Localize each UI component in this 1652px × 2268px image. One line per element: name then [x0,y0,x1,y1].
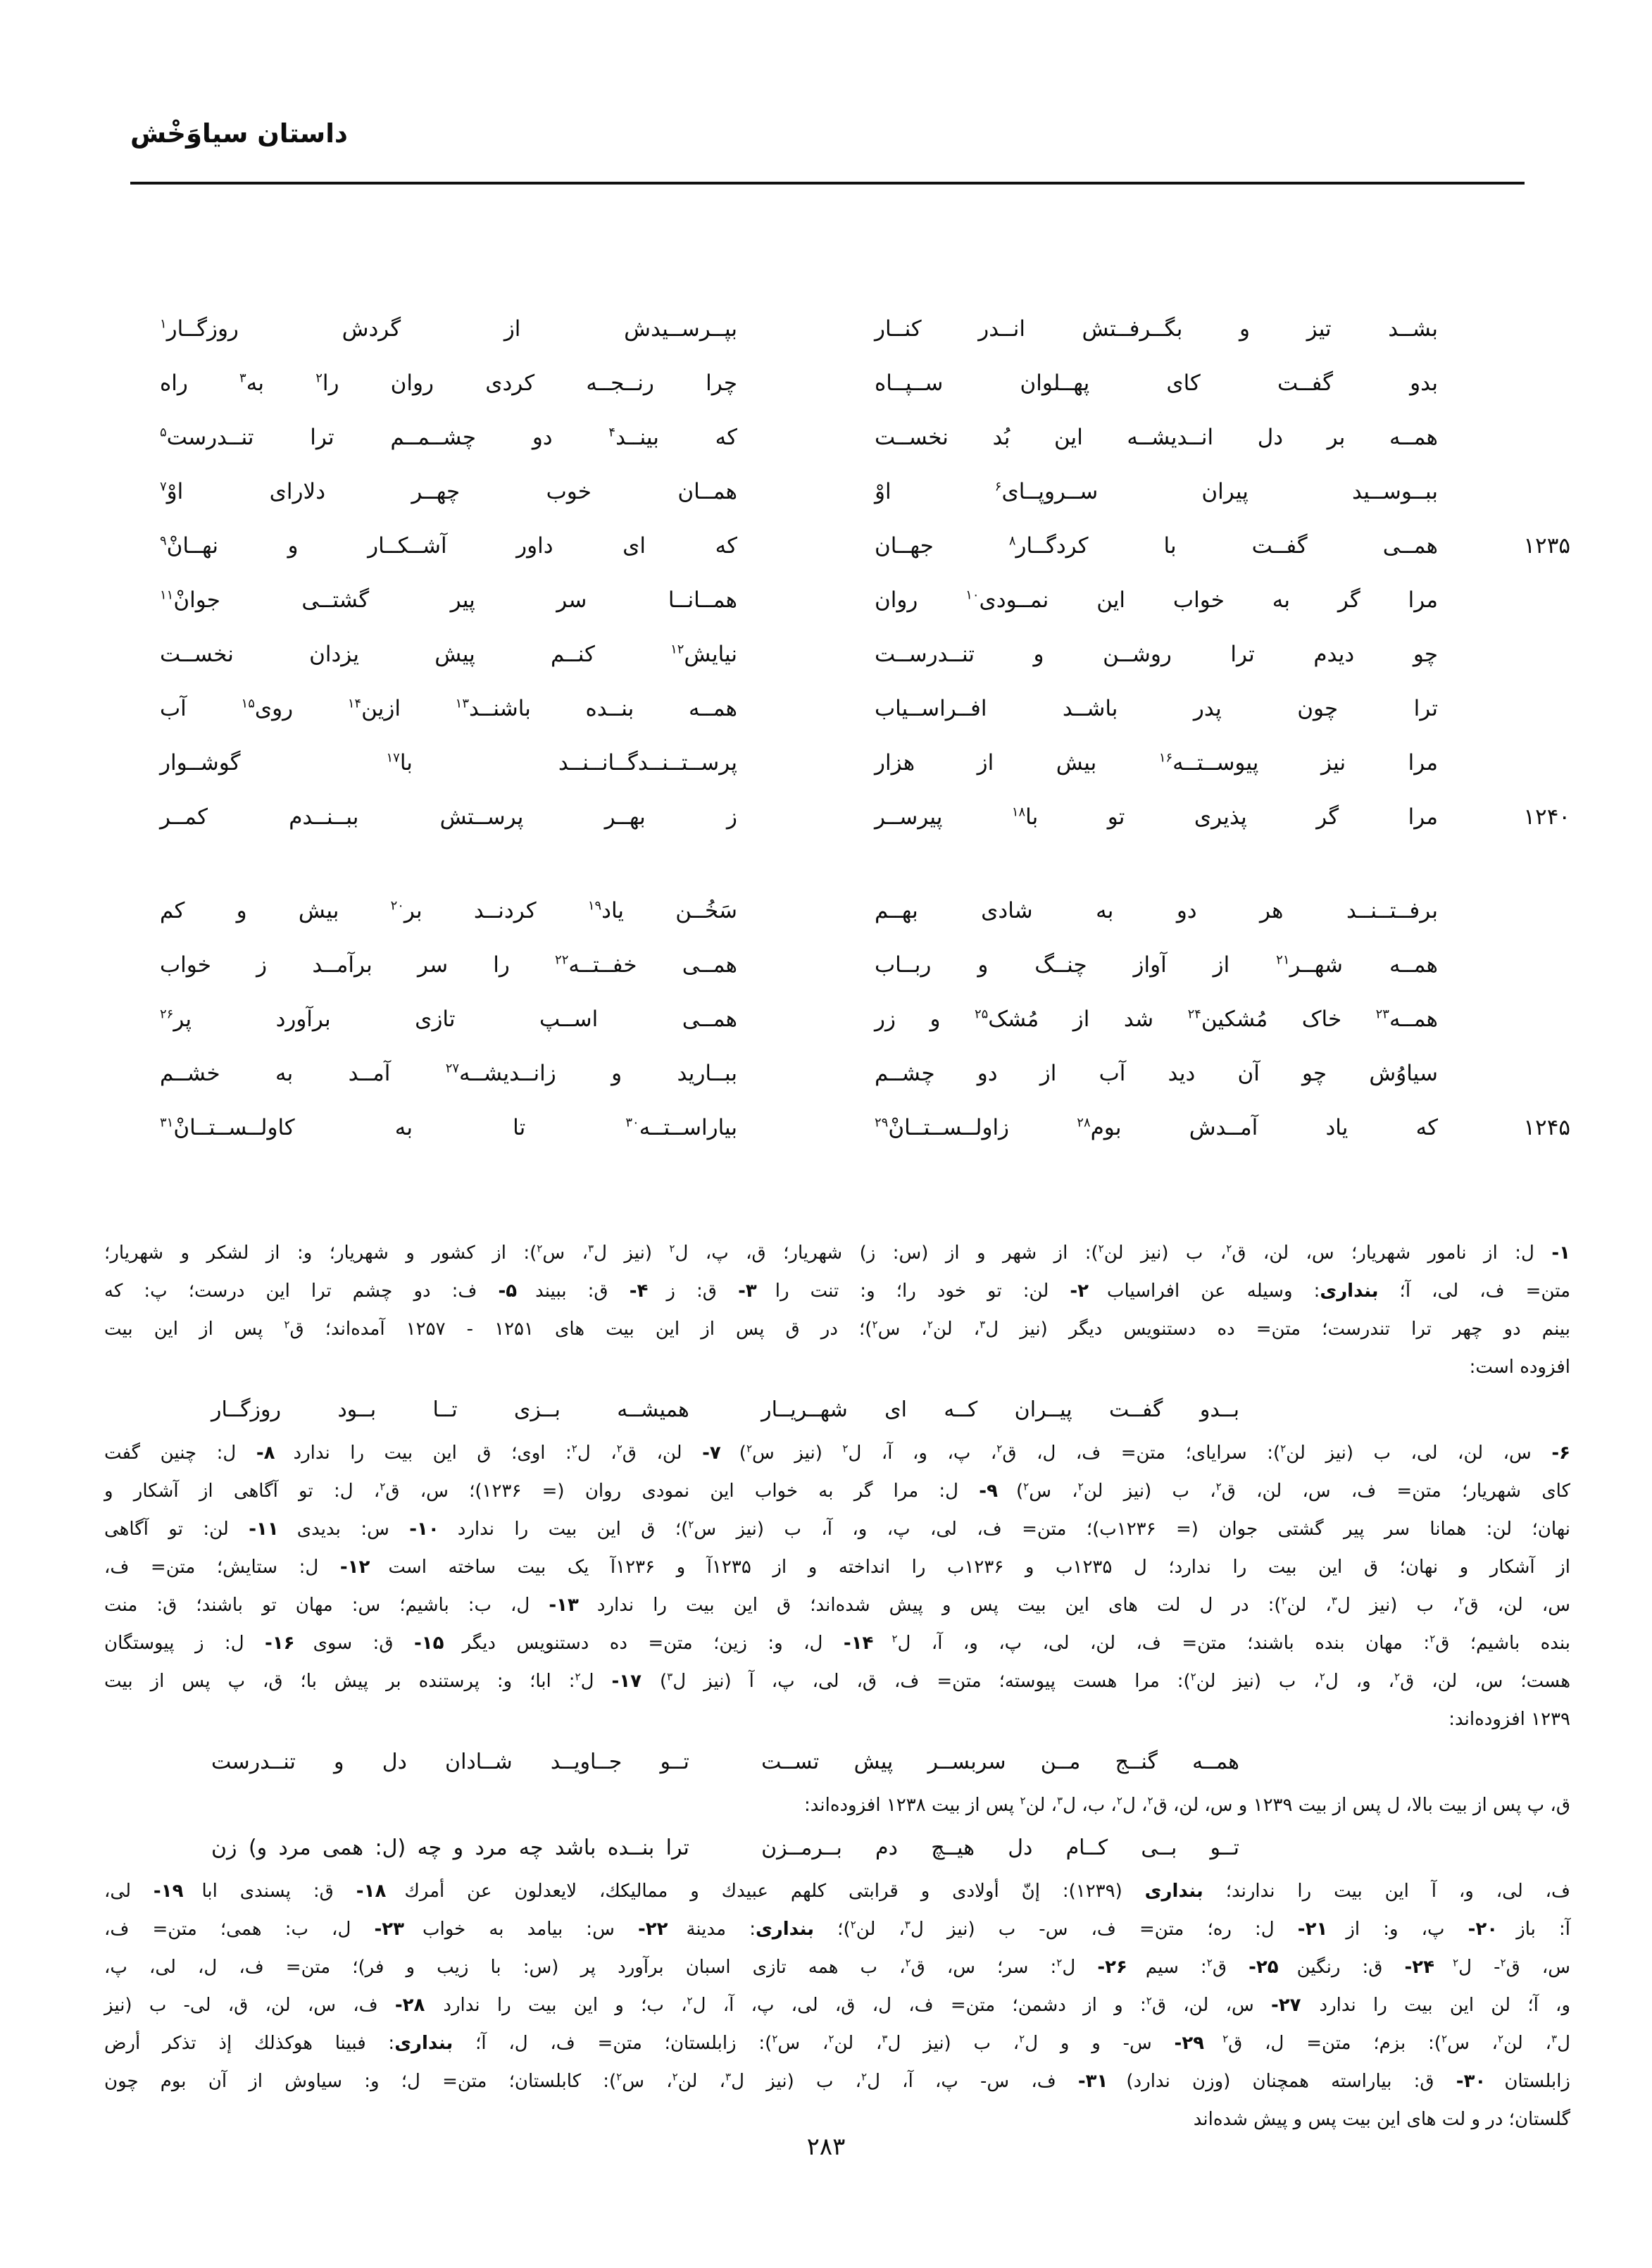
hemistich-right: همــی گفــت با کردگــار$^۸$ جهــان [875,532,1438,559]
verse-number: ۱۲۳۵ [1523,532,1570,559]
couplet [106,681,1570,735]
hemistich-right: مرا گر به خواب این نمــودی$^{۱۰}$ روان [875,587,1438,613]
hemistich-right: برفــتــنــد هر دو به شادی بهــم [875,897,1438,923]
hemistich-left: همــان خوب چهــر دلارای اوْ$^۷$ [160,478,737,504]
apparatus-line: نهان؛ لن: همانا سر پیر گشتی جوان (= ۱۲۳۶ب)؛ متن= ف، لی، پ، و، آ، ب (نیز س$^۲$)؛ ق این بیت را ندارد ۱۰- س: بدیدی ۱۱- لن: تو آگاهی [104,1518,1570,1540]
hemistich-right: همــه بر دل انــدیشــه این بُد نخســت [875,424,1438,450]
quoted-hemistich-right: همــه گنــج مــن سربســر پیش تســت [761,1750,1239,1774]
apparatus-quoted-verse [211,1828,1239,1868]
critical-apparatus [104,1234,1570,2138]
hemistich-right: مرا گر پذیری تو با$^{۱۸}$ پیرســر [875,804,1438,830]
hemistich-left: همــانــا سر پیر گشتــی جوانْ$^{۱۱}$ [160,587,737,613]
apparatus-quoted-verse [211,1743,1239,1782]
couplet [106,518,1570,573]
couplet [106,627,1570,681]
couplet [106,992,1570,1046]
verse-number: ۱۲۴۰ [1523,804,1570,830]
hemistich-right: بشــد تیز و بگــرفــتش انــدر کنــار [875,316,1438,342]
apparatus-line: بینم دو چهر ترا تندرست؛ متن= ده دستنویس دیگر (نیز ل$^۳$، لن$^۲$، س$^۲$)؛ در ق پس از این بیت های ۱۲۵۱ - ۱۲۵۷ آمده‌اند؛ ق$^۲$ پس از این بیت [104,1318,1570,1340]
poem-block [106,301,1570,1154]
couplet [106,301,1570,356]
quoted-hemistich-right: تــو بــی کــام دل هیــچ دم بــرمــزن [761,1836,1239,1860]
couplet [106,1046,1570,1100]
hemistich-left: بیاراســتــه$^{۳۰}$ تا به کاولــســتــانْ$^{۳۱}$ [160,1114,737,1140]
running-header-title: داستان سیاوَخْش [130,118,348,149]
apparatus-line: ۱- ل: از نامور شهریار؛ س، لن، ق$^۲$، ب (نیز لن$^۲$): از شهر و از (س: ز) شهریار؛ ق، پ، ل$^۲$ (نیز ل$^۳$، س$^۲$): از کشور و شهریار؛ و: از لشکر و شهریار؛ [104,1242,1570,1264]
apparatus-line: افزوده است: [1469,1357,1570,1378]
couplet [106,410,1570,464]
hemistich-left: ببــارید و زانــدیشــه$^{۲۷}$ آمــد به خشــم [160,1060,738,1086]
hemistich-right: ترا چون پدر باشــد افــراســیاب [875,695,1438,721]
hemistich-left: پرســتــنــدگــانــنــد با$^{۱۷}$ گوشــوار [160,749,737,775]
hemistich-left: همــه بنــده باشنــد$^{۱۳}$ ازین$^{۱۴}$ روی$^{۱۵}$ آب [160,695,738,721]
hemistich-right: سیاوُش چو آن دید آب از دو چشــم [875,1060,1438,1086]
couplet [106,356,1570,410]
apparatus-line: ل$^۳$، لن$^۲$، س$^۲$): بزم؛ متن= ل، ق$^۲$ ۲۹- س- و و ل$^۲$، ب (نیز ل$^۳$، لن$^۲$، س$^۲$): زابلستان؛ متن= ف، ل، آ؛ بنداری: فبینا هوکذلك إذ تذکر أرض [104,2032,1570,2054]
couplet [106,1100,1570,1154]
hemistich-right: همــه شهــر$^{۲۱}$ از آواز چنــگ و ربــاب [875,952,1438,978]
quoted-hemistich-left: ترا بنــده باشد چه مرد و چه (ل: همی مرد و) زن [211,1836,689,1860]
couplet [106,735,1570,790]
hemistich-left: نیایش$^{۱۲}$ کنــم پیش یزدان نخســت [160,641,737,667]
hemistich-left: که بینــد$^۴$ دو چشــمــم ترا تنــدرست$^۵$ [160,424,737,450]
quoted-hemistich-left: تــو جــاویــد شــادان دل و تنــدرست [211,1750,689,1774]
hemistich-right: بدو گفــت کای پهــلوان ســپــاه [875,370,1438,396]
hemistich-left: چرا رنــجــه کردی روان را$^۲$ به$^۳$ راه [160,370,737,396]
hemistich-left: ز بهــر پرســتش ببــنــدم کمــر [160,804,737,830]
couplet [106,883,1570,937]
hemistich-left: همــی خفــتــه$^{۲۲}$ را سر برآمــد ز خواب [160,952,737,978]
apparatus-line: ق، پ پس از بیت بالا، ل پس از بیت ۱۲۳۹ و س، لن، ق$^۲$، ل$^۲$، ب، ل$^۳$، لن$^۲$ پس از بیت ۱۲۳۸ افزوده‌اند: [803,1794,1570,1816]
apparatus-line: ۶- س، لن، لی، ب (نیز لن$^۲$): سرایای؛ متن= ف، ل، ق$^۲$، پ، و، آ، ل$^۲$ (نیز س$^۲$) ۷- لن، ق$^۲$، ل$^۲$: اوی؛ ق این بیت را ندارد ۸- ل: چنین گفت [104,1442,1570,1464]
hemistich-left: سَخُــن یاد$^{۱۹}$ کردنــد بر$^{۲۰}$ بیش و کم [160,897,738,923]
hemistich-right: همــه$^{۲۳}$ خاک مُشکین$^{۲۴}$ شد از مُشک$^{۲۵}$ و زر [875,1006,1438,1032]
apparatus-line: ف، لی، و، آ این بیت را ندارند؛ بنداری (۱۲۳۹): إنّ أولادی و قرابتی کلهم عبیدك و ممالیکك، لایعدلون عن أمرك ۱۸- ق: پسندی ابا ۱۹- لی، [104,1881,1571,1902]
apparatus-line: از آشکار و نهان؛ ق این بیت را ندارد؛ ل ۱۲۳۵ب و ۱۲۳۶ب را انداخته و از ۱۲۳۵آ و ۱۲۳۶آ یک بیت ساخته است ۱۲- ل: ستایش؛ متن= ف، [104,1557,1570,1578]
header-rule [130,182,1525,185]
hemistich-left: همــی اســپ تازی برآورد پر$^{۲۶}$ [160,1006,737,1032]
apparatus-line: متن= ف، لی، آ؛ بنداری: وسیله عن افراسیاب ۲- لن: تو خود را؛ و: تنت را ۳- ق: ز ۴- ق: ببیند ۵- ف: دو چشم ترا این درست؛ پ: که [104,1281,1571,1302]
couplet [106,790,1570,844]
apparatus-line: آ: باز ۲۰- پ، و: از ۲۱- ل: ره؛ متن= ف، س- ب (نیز ل$^۳$، لن$^۲$)؛ بنداری: مدینة ۲۲- س: بیامد به خواب ۲۳- ل، ب: همی؛ متن= ف، [104,1918,1570,1940]
apparatus-quoted-verse [211,1390,1239,1430]
hemistich-left: که ای داور آشــکــار و نهــانْ$^۹$ [160,532,737,559]
hemistich-right: که یاد آمــدش بوم$^{۲۸}$ زاولــســتــانْ$^{۲۹}$ [875,1114,1438,1140]
apparatus-line: هست؛ س، لن، ق$^۲$، و، ل$^۲$، ب (نیز لن$^۲$): مرا هست پیوسته؛ متن= ف، ق، لی، پ، آ (نیز ل$^۳$) ۱۷- ل$^۲$: ابا؛ و: پرستنده بر پیش با؛ ق، پ پس از بیت [104,1670,1571,1692]
apparatus-line: زابلستان ۳۰- ق: بیاراسته همچنان (وزن ندارد) ۳۱- ف، س- پ، آ، ل$^۲$، ب (نیز ل$^۳$، لن$^۲$، س$^۲$): کابلستان؛ متن= ل؛ و: سیاوش از آن بوم چون [104,2070,1570,2092]
apparatus-line: کای شهریار؛ متن= ف، س، لن، ق$^۲$، ب (نیز لن$^۲$، س$^۲$) ۹- ل: مرا گر به خواب این نمودی روان (= ۱۲۳۶)؛ س، ق$^۲$، ل: تو آگاهی از آشکار و [104,1480,1570,1502]
couplet [106,573,1570,627]
quoted-hemistich-left: همیشــه بــزی تــا بــود روزگــار [211,1397,689,1422]
apparatus-line: س، ق$^۲$- ل$^۲$ ۲۴- ق: رنگین ۲۵- ق$^۲$: سیم ۲۶- ل$^۲$: سر؛ س، ق$^۲$، ب همه تازی اسبان برآورد پر (س: با زیب و فر)؛ متن= ف، ل، لی، پ، [104,1956,1570,1978]
hemistich-right: مرا نیز پیوســتــه$^{۱۶}$ بیش از هزار [875,749,1438,775]
apparatus-line: گلستان؛ در و لت های این بیت پس و پیش شده‌اند [1193,2109,1570,2130]
hemistich-right: ببــوســید پیران ســروپــای$^۶$ اوْ [875,478,1438,504]
couplet [106,937,1570,992]
apparatus-line: ۱۲۳۹ افزوده‌اند: [1448,1709,1570,1730]
apparatus-line: بنده باشیم؛ ق$^۲$: مهان بنده باشند؛ متن= ف، لن، لی، پ، و، آ، ل$^۲$ ۱۴- ل، و: زین؛ متن= ده دستنویس دیگر ۱۵- ق: سوی ۱۶- ل: ز پیوستگان [104,1632,1570,1654]
verse-number: ۱۲۴۵ [1523,1114,1570,1140]
page-number: ۲۸۳ [806,2133,846,2161]
hemistich-right: چو دیدم ترا روشــن و تنــدرســت [875,641,1438,667]
apparatus-line: س، لن، ق$^۲$، ب (نیز ل$^۳$، لن$^۲$): در ل لت های این بیت پس و پیش شده‌اند؛ ق این بیت را ندارد ۱۳- ل، ب: باشیم؛ س: مهان تو باشند؛ ق: منت [104,1594,1571,1616]
quoted-hemistich-right: بــدو گفــت پیــران کــه ای شهــریــار [761,1397,1239,1422]
couplet [106,464,1570,518]
apparatus-line: و، آ؛ لن این بیت را ندارد ۲۷- س، لن، ق$^۲$: و از دشمن؛ متن= ف، ل، ق، لی، پ، آ، ل$^۲$، ب؛ و این بیت را ندارد ۲۸- ف، س، لن، ق، لی- ب (نیز [104,1994,1570,2016]
hemistich-left: بپــرســیدش از گردش روزگــار$^۱$ [160,316,737,342]
